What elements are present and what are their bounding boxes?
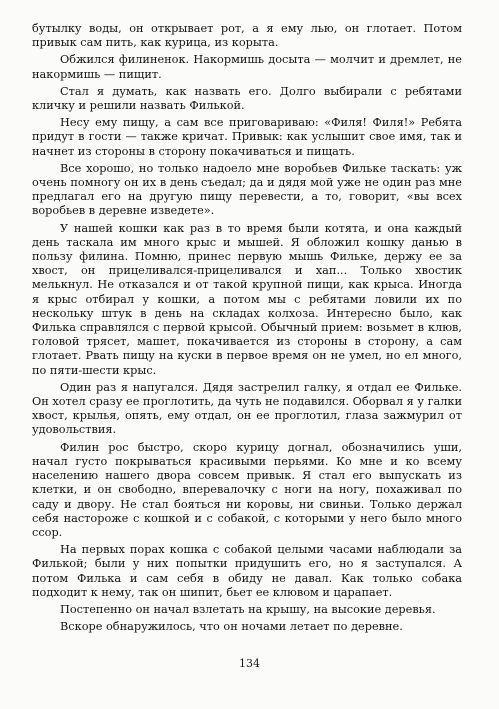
paragraph: Один раз я напугался. Дядя застрелил галку, я отдал ее Фильке. Он хотел сразу ее проглотить, да чуть не подавился. Оборвал я у галки хвост, крылья, опять, ему отдал, он ее проглотил, глаза зажмурил от удовольствия. [32, 380, 462, 437]
paragraph: Филин рос быстро, скоро курицу догнал, обозначились уши, начал густо покрываться красивыми перьями. Ко мне и ко всему населению нашего двора совсем привык. Я стал его выпускать из клетки, и он свободно, вперевалочку с ноги на ногу, похаживал по саду и двору. Не стал бояться ни коровы, ни свиньи. Только держал себя настороже с кошкой и с собакой, с которыми у него было много ссор. [32, 440, 462, 539]
paragraph: Несу ему пищу, а сам все приговариваю: «Филя! Филя!» Ребята придут в гости — также кричат. Привык: как услышит свое имя, так и начнет из стороны в сторону покачиваться и пищать. [32, 116, 462, 158]
paragraph: На первых порах кошка с собакой целыми часами наблюдали за Филькой; были у них попытки придушить его, но я заступался. А потом Филька и сам себя в обиду не давал. Как только собака подходит к нему, так он шипит, бьет ее клювом и царапает. [32, 543, 462, 599]
paragraph: Стал я думать, как назвать его. Долго выбирали с ребятами кличку и решили назвать Филькой. [32, 84, 462, 113]
paragraph: У нашей кошки как раз в то время были котята, и она каждый день таскала им много крыс и мышей. Я обложил кошку данью в пользу филина. Помню, принес первую мышь Фильке, держу ее за хвост, он прицеливался-прицеливался и хап... Только хвостик мелькнул. Не отказался и от такой крупной пищи, как крыса. Иногда я крыс отбирал у кошки, а потом мы с ребятами ловили их по нескольку штук в день на складах колхоза. Интересно было, как Филька справлялся с первой крысой. Обычный прием: возьмет в клюв, головой трясет, машет, покачивается из стороны в сторону, а сам глотает. Рвать пищу на куски в первое время он не умел, но ел много, по пяти-шести крыс. [32, 221, 462, 377]
page-number: 134 [239, 657, 260, 670]
paragraph: Постепенно он начал взлетать на крышу, на высокие деревья. [60, 602, 436, 616]
paragraph: Все хорошо, но только надоело мне воробьев Фильке таскать: уж очень помногу он их в день съедал; да и дядя мой уже не один раз мне предлагал его на другую пищу перевести, а то, говорит, «вы всех воробьев в деревне изведете». [32, 161, 462, 218]
paragraph: Обжился филиненок. Накормишь досыта — молчит и дремлет, не накормишь — пищит. [32, 53, 462, 81]
page-text [32, 22, 462, 637]
paragraph: бутылку воды, он открывает рот, а я ему лью, он глотает. Потом привык сам пить, как курица, из корыта. [32, 22, 462, 50]
paragraph: Вскоре обнаружилось, что он ночами летает по деревне. [60, 620, 403, 634]
